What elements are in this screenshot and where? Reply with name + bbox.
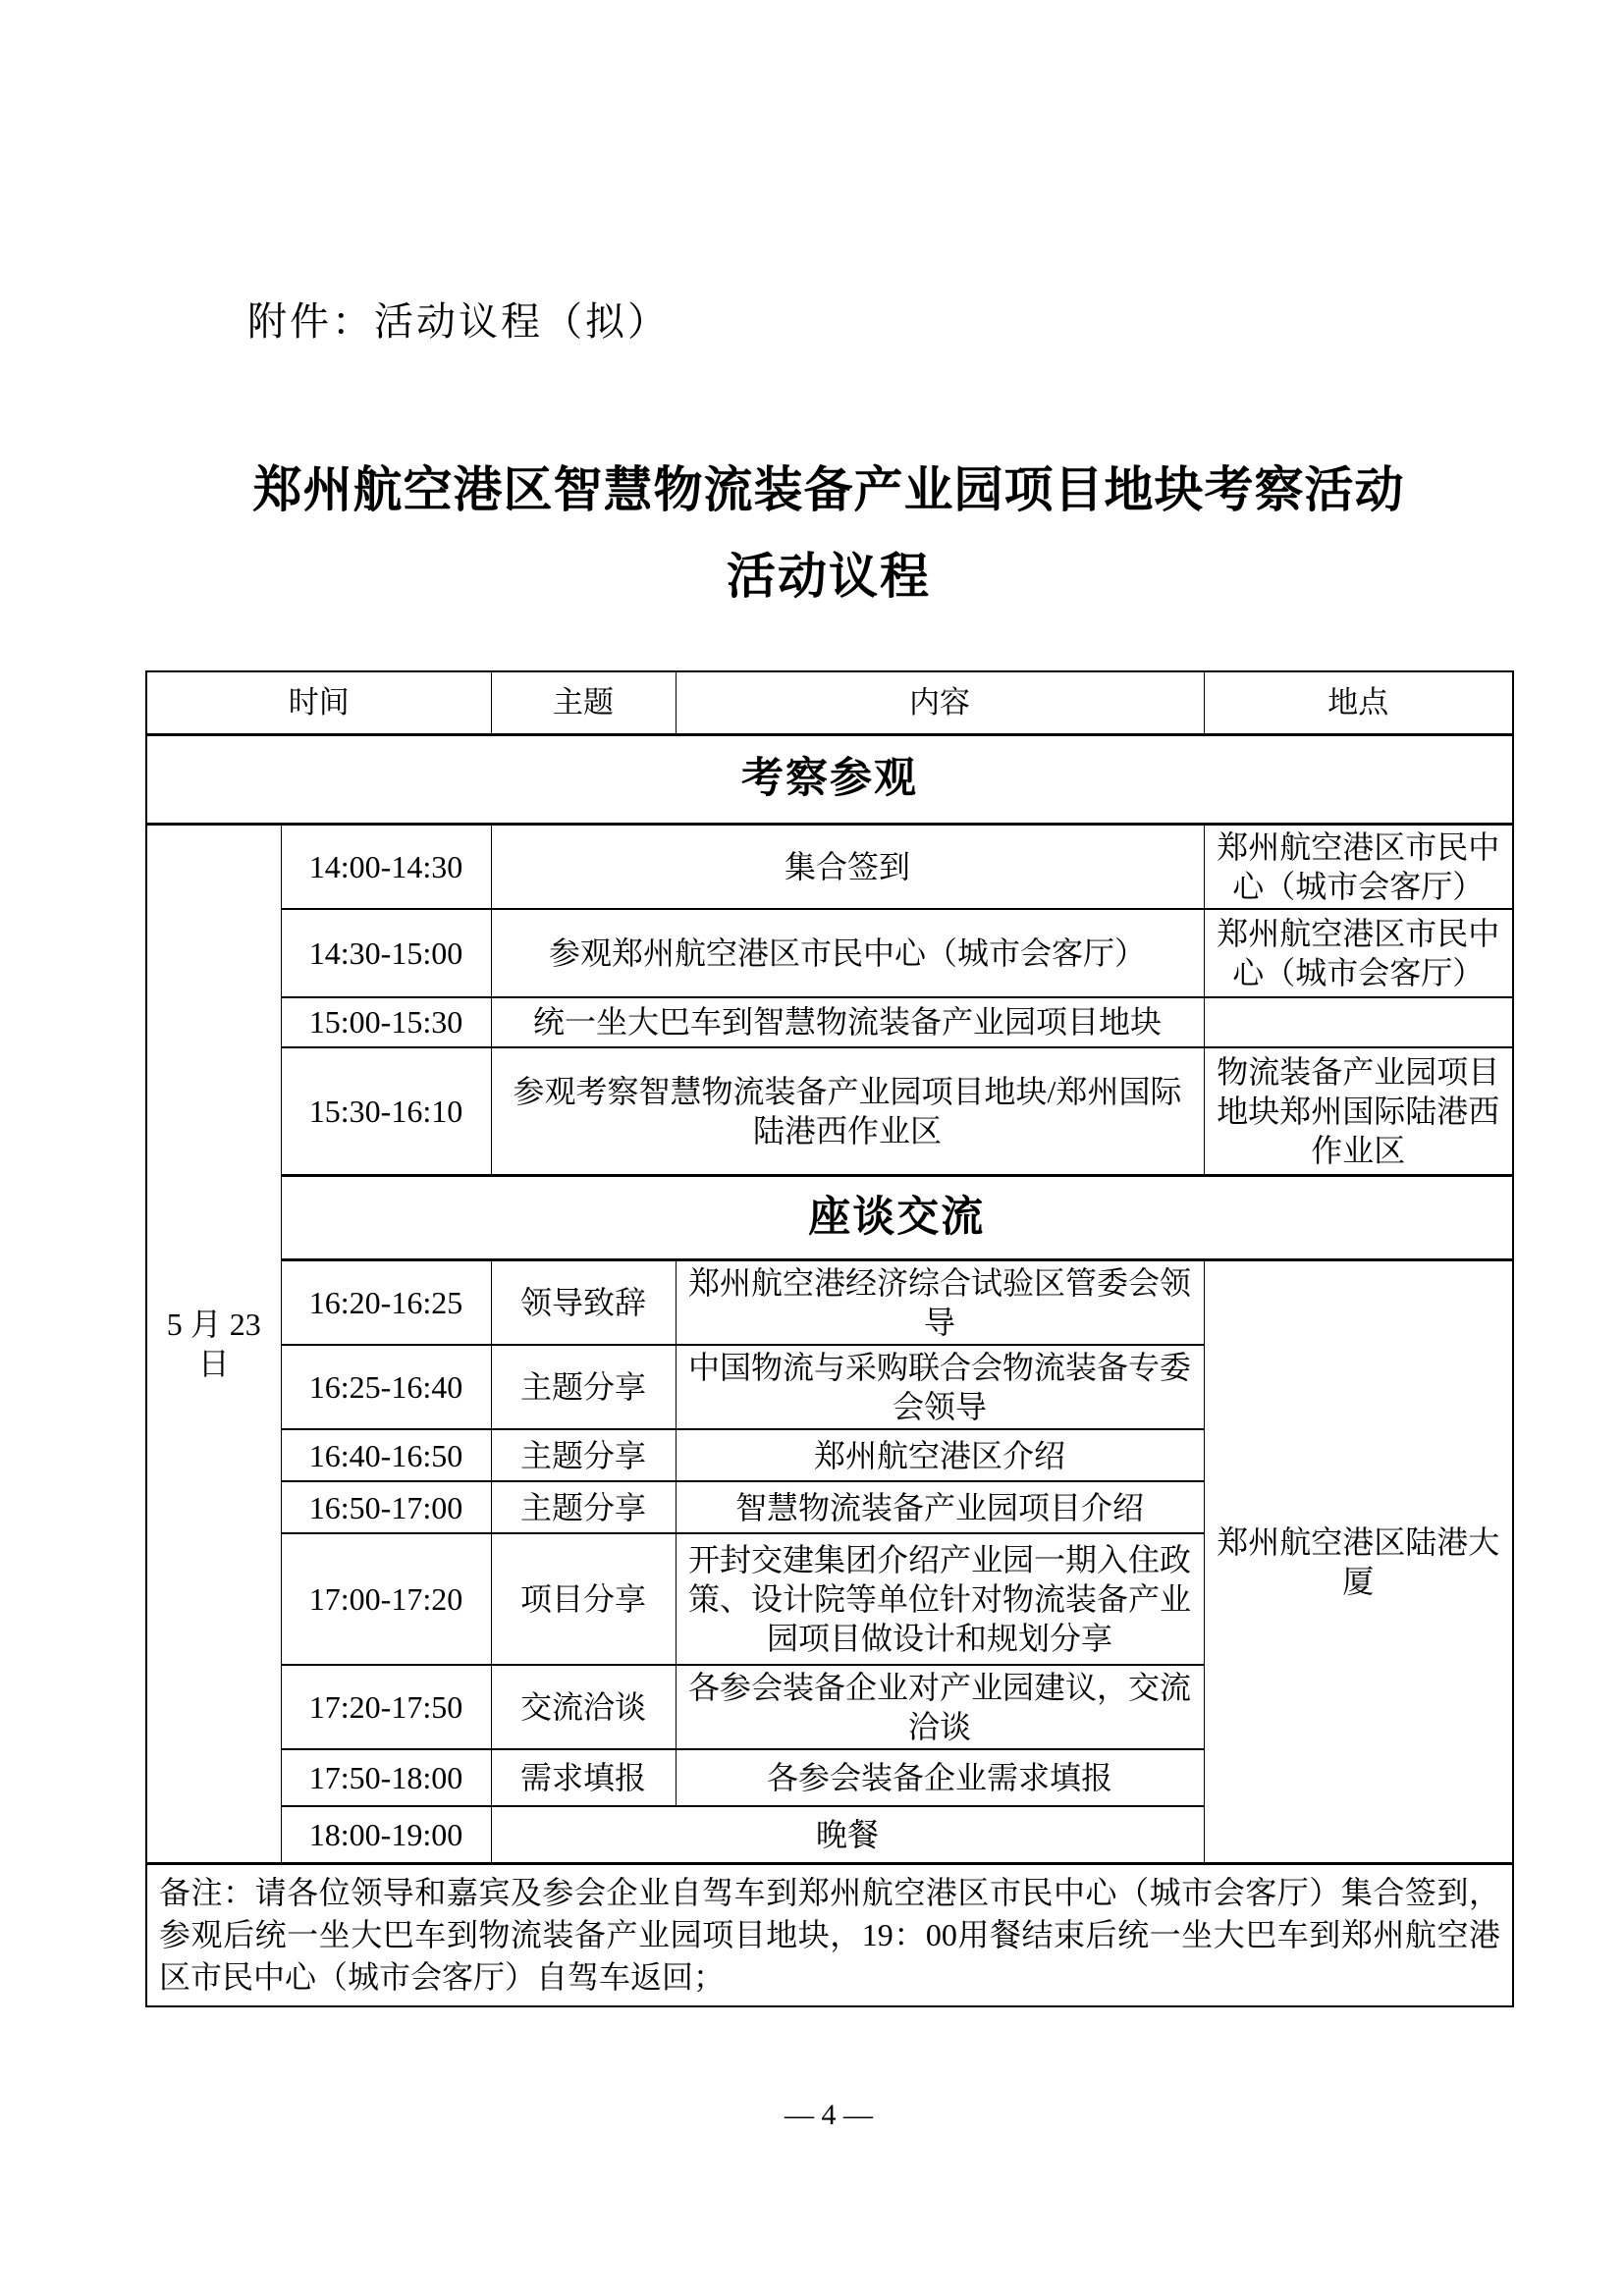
- section-discussion-row: [146, 1176, 1513, 1260]
- time-cell: 17:50-18:00: [281, 1749, 491, 1806]
- time-cell: 17:20-17:50: [281, 1665, 491, 1749]
- section-visit-row: [146, 734, 1513, 824]
- content-cell: 各参会装备企业对产业园建议，交流洽谈: [676, 1665, 1204, 1749]
- time-cell: 17:00-17:20: [281, 1533, 491, 1665]
- time-cell: 16:50-17:00: [281, 1481, 491, 1533]
- content-cell: 集合签到: [491, 824, 1204, 909]
- table-header-row: [146, 671, 1513, 734]
- time-cell: 18:00-19:00: [281, 1806, 491, 1863]
- time-cell: 15:30-16:10: [281, 1047, 491, 1176]
- topic-cell: 领导致辞: [491, 1260, 676, 1346]
- topic-cell: 主题分享: [491, 1481, 676, 1533]
- time-cell: 15:00-15:30: [281, 997, 491, 1047]
- header-location: 地点: [1204, 671, 1513, 734]
- topic-cell: 主题分享: [491, 1429, 676, 1481]
- topic-cell: 主题分享: [491, 1345, 676, 1429]
- content-cell: 参观郑州航空港区市民中心（城市会客厅）: [491, 909, 1204, 997]
- table-row: [146, 1047, 1513, 1176]
- content-cell: 开封交建集团介绍产业园一期入住政策、设计院等单位针对物流装备产业园项目做设计和规划分享: [676, 1533, 1204, 1665]
- agenda-table: [145, 670, 1514, 2007]
- header-topic: 主题: [491, 671, 676, 734]
- topic-cell: 交流洽谈: [491, 1665, 676, 1749]
- document-title-line-2: 活动议程: [727, 549, 931, 604]
- location-cell-empty: [1204, 997, 1513, 1047]
- content-cell: 中国物流与采购联合会物流装备专委会领导: [676, 1345, 1204, 1429]
- table-row: [146, 997, 1513, 1047]
- section-visit-title: 考察参观: [146, 734, 1513, 824]
- time-cell: 16:25-16:40: [281, 1345, 491, 1429]
- location-cell: 郑州航空港区市民中心（城市会客厅）: [1204, 824, 1513, 909]
- date-cell: 5 月 23 日: [146, 824, 281, 1863]
- table-row: [146, 824, 1513, 909]
- note-row: [146, 1863, 1513, 2006]
- content-cell: 晚餐: [491, 1806, 1204, 1863]
- table-row: [146, 1260, 1513, 1346]
- content-cell: 各参会装备企业需求填报: [676, 1749, 1204, 1806]
- header-time: 时间: [146, 671, 491, 734]
- header-content: 内容: [676, 671, 1204, 734]
- location-cell: 物流装备产业园项目地块郑州国际陆港西作业区: [1204, 1047, 1513, 1176]
- location-merged-cell: 郑州航空港区陆港大厦: [1204, 1260, 1513, 1864]
- note-text: 备注：请各位领导和嘉宾及参会企业自驾车到郑州航空港区市民中心（城市会客厅）集合签到，参观后统一坐大巴车到物流装备产业园项目地块，19：00用餐结束后统一坐大巴车到郑州航空港区市民中心（城市会客厅）自驾车返回；: [146, 1863, 1513, 2006]
- section-discussion-title: 座谈交流: [281, 1176, 1513, 1260]
- topic-cell: 需求填报: [491, 1749, 676, 1806]
- page-number: — 4 —: [785, 2099, 873, 2131]
- content-cell: 郑州航空港经济综合试验区管委会领导: [676, 1260, 1204, 1346]
- content-cell: 统一坐大巴车到智慧物流装备产业园项目地块: [491, 997, 1204, 1047]
- content-cell: 参观考察智慧物流装备产业园项目地块/郑州国际陆港西作业区: [491, 1047, 1204, 1176]
- document-title-line-1: 郑州航空港区智慧物流装备产业园项目地块考察活动: [252, 462, 1405, 517]
- topic-cell: 项目分享: [491, 1533, 676, 1665]
- location-cell: 郑州航空港区市民中心（城市会客厅）: [1204, 909, 1513, 997]
- time-cell: 16:20-16:25: [281, 1260, 491, 1346]
- attachment-label: 附件：活动议程（拟）: [247, 299, 670, 344]
- content-cell: 郑州航空港区介绍: [676, 1429, 1204, 1481]
- table-row: [146, 909, 1513, 997]
- content-cell: 智慧物流装备产业园项目介绍: [676, 1481, 1204, 1533]
- time-cell: 14:30-15:00: [281, 909, 491, 997]
- time-cell: 16:40-16:50: [281, 1429, 491, 1481]
- time-cell: 14:00-14:30: [281, 824, 491, 909]
